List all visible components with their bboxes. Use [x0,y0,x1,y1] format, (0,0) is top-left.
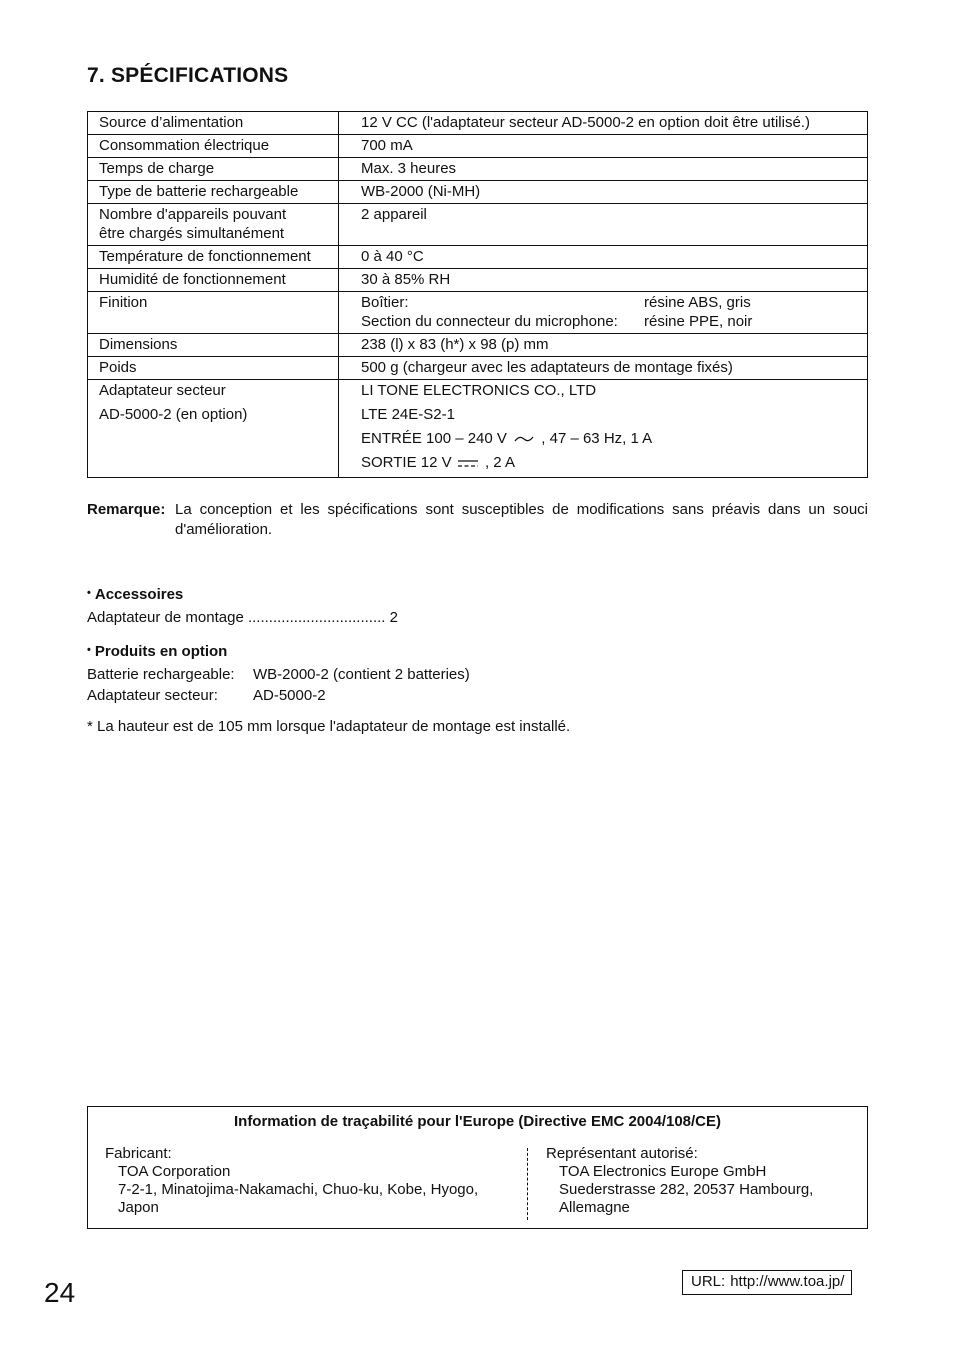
table-row [88,269,868,292]
page-number: 24 [44,1277,76,1308]
spec-value-finish [339,292,868,334]
spec-label: Temps de charge [88,158,339,181]
spec-label-multiline [88,380,339,478]
spec-label: Finition [88,292,339,334]
finish-case-key: Boîtier: [361,294,409,311]
accessories-section [87,584,398,628]
table-row [88,380,868,478]
spec-value: Max. 3 heures [339,158,868,181]
table-row [88,112,868,135]
adapter-output-prefix: SORTIE 12 V [361,454,452,471]
spec-value: 500 g (chargeur avec les adaptateurs de montage fixés) [339,357,868,380]
manufacturer-address-line: 7-2-1, Minatojima-Nakamachi, Chuo-ku, Kobe, Hyogo, [118,1181,479,1198]
specifications-table [87,111,868,478]
option-adapter-row [87,685,470,706]
adapter-input-suffix: , 47 – 63 Hz, 1 A [541,430,653,447]
representative-address-line: Allemagne [559,1199,630,1216]
spec-value: 30 à 85% RH [339,269,868,292]
height-footnote: * La hauteur est de 105 mm lorsque l'adaptateur de montage est installé. [87,718,571,735]
spec-label-line: être chargés simultanément [99,225,285,242]
adapter-input-prefix: ENTRÉE 100 – 240 V [361,430,507,447]
option-battery-key: Batterie rechargeable: [87,666,235,683]
finish-case-value: résine ABS, gris [644,294,751,311]
options-section [87,641,470,706]
options-heading-row [87,641,470,664]
spec-label: Consommation électrique [88,135,339,158]
section-title: 7. SPÉCIFICATIONS [87,64,289,87]
accessories-heading: Accessoires [94,586,184,603]
url-label: URL: [691,1273,726,1290]
adapter-output [361,451,859,475]
manufacturer-address-line: Japon [118,1199,159,1216]
table-row [88,334,868,357]
spec-value: 700 mA [339,135,868,158]
adapter-model: LTE 24E-S2-1 [361,406,455,423]
remark-text: La conception et les spécifications sont susceptibles de modifications sans préavis dans un souci d'amélioration. [175,501,868,538]
adapter-maker: LI TONE ELECTRONICS CO., LTD [361,382,597,399]
manufacturer-label: Fabricant: [105,1145,172,1162]
bullet-icon: • [87,644,91,656]
manufacturer-name: TOA Corporation [118,1163,231,1180]
spec-label-line: AD-5000-2 (en option) [99,406,248,423]
spec-value-adapter [339,380,868,478]
spec-value: 12 V CC (l'adaptateur secteur AD-5000-2 en option doit être utilisé.) [339,112,868,135]
spec-value: 238 (l) x 83 (h*) x 98 (p) mm [339,334,868,357]
spec-label-line: Nombre d'appareils pouvant [99,206,287,223]
traceability-title: Information de traçabilité pour l'Europe (Directive EMC 2004/108/CE) [233,1113,722,1130]
table-row [88,292,868,334]
spec-label: Type de batterie rechargeable [88,181,339,204]
table-row [88,246,868,269]
adapter-input [361,427,859,451]
spec-label: Température de fonctionnement [88,246,339,269]
table-row [88,135,868,158]
option-adapter-key: Adaptateur secteur: [87,687,218,704]
spec-label: Poids [88,357,339,380]
spec-value: WB-2000 (Ni-MH) [339,181,868,204]
accessories-heading-row [87,584,398,607]
table-row [88,204,868,246]
remark-label: Remarque: [87,501,166,518]
option-battery-row [87,664,470,685]
dc-current-icon [457,458,479,468]
spec-label: Dimensions [88,334,339,357]
table-row [88,158,868,181]
spec-label-multiline [88,204,339,246]
bullet-icon: • [87,587,91,599]
url-link[interactable]: http://www.toa.jp/ [730,1273,845,1290]
representative-label: Représentant autorisé: [546,1145,698,1162]
table-row [88,357,868,380]
column-divider [527,1148,528,1220]
table-row [88,181,868,204]
finish-connector-value: résine PPE, noir [644,313,753,330]
options-heading: Produits en option [94,643,228,660]
finish-connector-row [361,312,859,331]
spec-label-line: Adaptateur secteur [99,382,226,399]
spec-value: 0 à 40 °C [339,246,868,269]
option-battery-value: WB-2000-2 (contient 2 batteries) [253,666,470,683]
accessories-item: Adaptateur de montage ................................. 2 [87,609,398,626]
spec-label: Source d’alimentation [88,112,339,135]
traceability-box [87,1106,868,1229]
representative-block [546,1145,856,1217]
finish-connector-key: Section du connecteur du microphone: [361,313,618,330]
representative-address-line: Suederstrasse 282, 20537 Hambourg, [559,1181,814,1198]
manufacturer-block [105,1145,515,1217]
finish-case-row [361,293,859,312]
option-adapter-value: AD-5000-2 [253,687,326,704]
ac-current-icon [514,434,534,444]
representative-name: TOA Electronics Europe GmbH [559,1163,767,1180]
url-box [682,1270,852,1295]
adapter-output-suffix: , 2 A [484,454,515,471]
spec-value: 2 appareil [339,204,868,246]
spec-label: Humidité de fonctionnement [88,269,339,292]
remark-note [87,500,868,540]
